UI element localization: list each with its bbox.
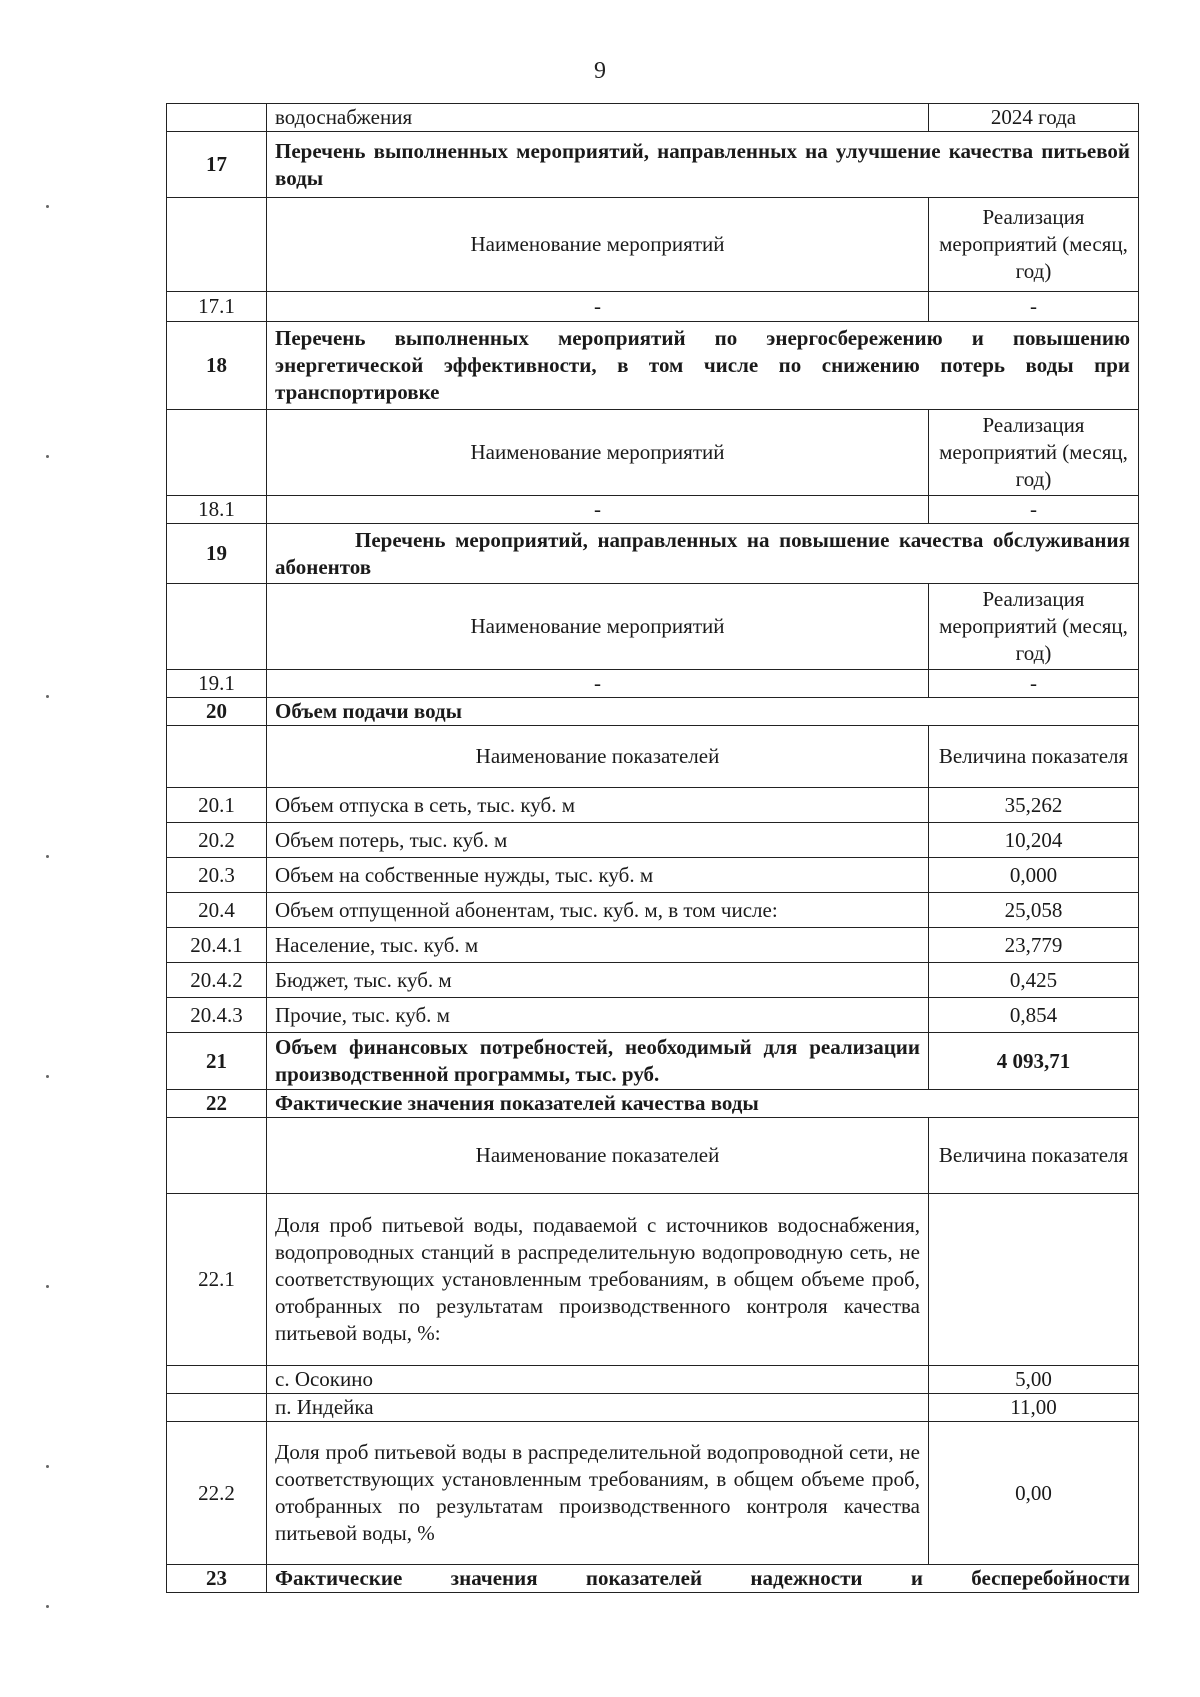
row-name-cell: - [267,670,929,698]
row-name-cell: Доля проб питьевой воды в распределительной водопроводной сети, не соответствующих установленным требованиям, в общем объеме проб, отобранных по результатам производственного контроля качества питьевой воды, % [267,1422,929,1565]
section-number: 17 [167,132,267,198]
row-name-cell: - [267,496,929,524]
row-value-cell: 2024 года [929,104,1139,132]
row-value-cell: 4 093,71 [929,1033,1139,1090]
section-22-header [167,1090,1139,1118]
row-name-cell: п. Индейка [267,1394,929,1422]
row-number-cell: 20.4.3 [167,998,267,1033]
table-row [167,823,1139,858]
table-row [167,292,1139,322]
row-name-cell: Бюджет, тыс. куб. м [267,963,929,998]
column-header-row [167,726,1139,788]
row-value-cell: 0,00 [929,1422,1139,1565]
section-23-header [167,1565,1139,1593]
row-name-cell: Доля проб питьевой воды, подаваемой с источников водоснабжения, водопроводных станций в распределительную водопроводную сеть, не соответствующих установленным требованиям, в общем объеме проб, отобранных по результатам производственного контроля качества питьевой воды, %: [267,1194,929,1366]
row-name-cell: Население, тыс. куб. м [267,928,929,963]
table-row [167,670,1139,698]
section-18-header [167,322,1139,410]
table-row [167,998,1139,1033]
row-number-cell: 22.1 [167,1194,267,1366]
row-value-cell: 23,779 [929,928,1139,963]
section-title: Перечень мероприятий, направленных на повышение качества обслуживания абонентов [267,524,1139,584]
page-number: 9 [594,58,606,84]
row-number-cell: 20.4.2 [167,963,267,998]
column-header-name: Наименование показателей [267,1118,929,1194]
section-number: 20 [167,698,267,726]
scan-speck [46,695,49,698]
row-value-cell: 35,262 [929,788,1139,823]
scan-speck [46,1285,49,1288]
column-header-value: Величина показателя [929,1118,1139,1194]
table-row [167,858,1139,893]
column-header-name: Наименование мероприятий [267,198,929,292]
row-number-cell [167,104,267,132]
table-row [167,788,1139,823]
column-header-name: Наименование показателей [267,726,929,788]
scan-speck [46,1605,49,1608]
section-title: Перечень выполненных мероприятий по энергосбережению и повышению энергетической эффективности, в том числе по снижению потерь воды при транспортировке [267,322,1139,410]
column-header-name: Наименование мероприятий [267,410,929,496]
section-title: Фактические значения показателей надежности и бесперебойности [267,1565,1139,1593]
row-number-cell: 18.1 [167,496,267,524]
row-number-cell: 20.4.1 [167,928,267,963]
row-name-cell: Объем на собственные нужды, тыс. куб. м [267,858,929,893]
row-value-cell: 5,00 [929,1366,1139,1394]
row-value-cell: - [929,496,1139,524]
table-row [167,1422,1139,1565]
row-value-cell: 0,854 [929,998,1139,1033]
section-number: 21 [167,1033,267,1090]
row-number-cell: 20.4 [167,893,267,928]
scan-speck [46,455,49,458]
row-name-cell: с. Осокино [267,1366,929,1394]
table-row [167,1194,1139,1366]
row-name-cell: Объем отпущенной абонентам, тыс. куб. м, в том числе: [267,893,929,928]
row-value-cell: - [929,292,1139,322]
row-number-cell: 19.1 [167,670,267,698]
row-number-cell: 20.1 [167,788,267,823]
table-row [167,104,1139,132]
column-header-value: Реализация мероприятий (месяц, год) [929,584,1139,670]
section-number: 19 [167,524,267,584]
column-header-row [167,410,1139,496]
section-title: Фактические значения показателей качества воды [267,1090,1139,1118]
section-title: Объем подачи воды [267,698,1139,726]
row-value-cell: 0,000 [929,858,1139,893]
scan-speck [46,1465,49,1468]
section-17-header [167,132,1139,198]
column-header-value: Величина показателя [929,726,1139,788]
row-number-cell: 20.3 [167,858,267,893]
table-row [167,1394,1139,1422]
column-header-row [167,1118,1139,1194]
table-row [167,893,1139,928]
column-header-value: Реализация мероприятий (месяц, год) [929,198,1139,292]
table-row [167,496,1139,524]
table-row [167,1366,1139,1394]
scan-speck [46,205,49,208]
row-number-cell: 22.2 [167,1422,267,1565]
row-name-cell: водоснабжения [267,104,929,132]
scan-speck [46,855,49,858]
row-name-cell: Прочие, тыс. куб. м [267,998,929,1033]
row-number-cell: 20.2 [167,823,267,858]
section-number: 23 [167,1565,267,1593]
row-name-cell: Объем отпуска в сеть, тыс. куб. м [267,788,929,823]
row-value-cell [929,1194,1139,1366]
section-number: 22 [167,1090,267,1118]
column-header-row [167,584,1139,670]
section-20-header [167,698,1139,726]
row-value-cell: 25,058 [929,893,1139,928]
row-number-cell: 17.1 [167,292,267,322]
column-header-value: Реализация мероприятий (месяц, год) [929,410,1139,496]
production-program-table [166,103,1139,1593]
section-title: Объем финансовых потребностей, необходимый для реализации производственной программы, тыс. руб. [267,1033,929,1090]
row-name-cell: - [267,292,929,322]
row-value-cell: 10,204 [929,823,1139,858]
table-row [167,963,1139,998]
column-header-row [167,198,1139,292]
row-value-cell: 11,00 [929,1394,1139,1422]
section-19-header [167,524,1139,584]
row-value-cell: 0,425 [929,963,1139,998]
section-21-row [167,1033,1139,1090]
scan-speck [46,1075,49,1078]
row-name-cell: Объем потерь, тыс. куб. м [267,823,929,858]
table-row [167,928,1139,963]
row-value-cell: - [929,670,1139,698]
column-header-name: Наименование мероприятий [267,584,929,670]
section-title: Перечень выполненных мероприятий, направленных на улучшение качества питьевой воды [267,132,1139,198]
section-number: 18 [167,322,267,410]
